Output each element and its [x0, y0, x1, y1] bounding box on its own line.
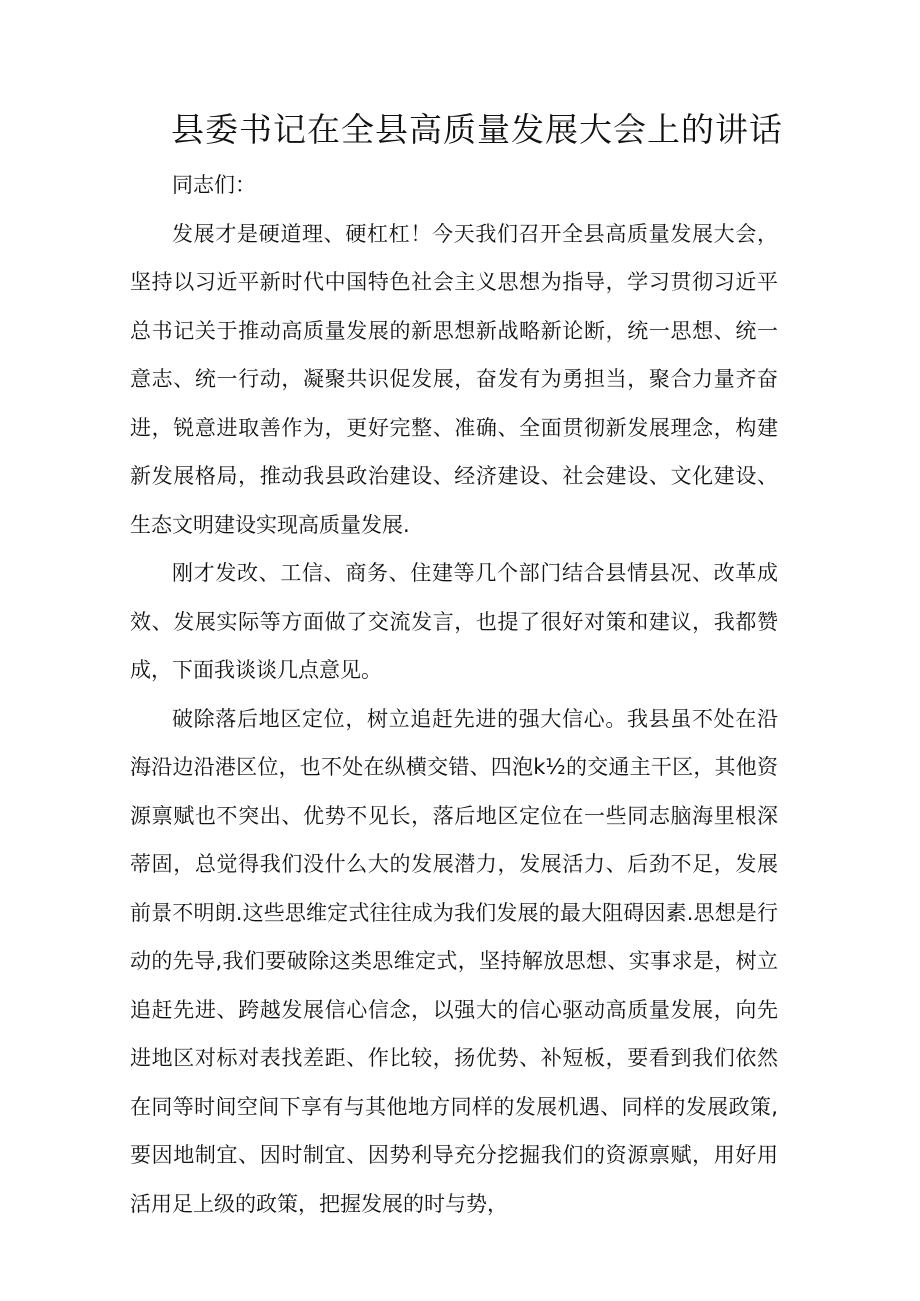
salutation: 同志们：	[172, 173, 256, 197]
document-title: 县委书记在全县高质量发展大会上的讲话	[171, 110, 783, 149]
paragraph-remarks: 刚才发改、工信、商务、住建等几个部门结合县情县况、改革成效、发展实际等方面做了交流发言，也提了很好对策和建议，我都赞成，下面我谈谈几点意见。	[130, 561, 778, 682]
paragraph-opening: 发展才是硬道理、硬杠杠！今天我们召开全县高质量发展大会，坚持以习近平新时代中国特色社会主义思想为指导，学习贯彻习近平总书记关于推动高质量发展的新思想新战略新论断，统一思想、统一意志、统一行动，凝聚共识促发展，奋发有为勇担当，聚合力量齐奋进，锐意进取善作为，更好完整、准确、全面贯彻新发展理念，构建新发展格局，推动我县政治建设、经济建设、社会建设、文化建设、生态文明建设实现高质量发展.	[130, 221, 778, 537]
document-body	[130, 161, 778, 1228]
paragraph-confidence: 破除落后地区定位，树立追赶先进的强大信心。我县虽不处在沿海沿边沿港区位，也不处在纵横交错、四泡k½的交通主干区，其他资源禀赋也不突出、优势不见长，落后地区定位在一些同志脑海里根深蒂固，总觉得我们没什么大的发展潜力，发展活力、后劲不足，发展前景不明朗.这些思维定式往往成为我们发展的最大阻碍因素.思想是行动的先导,我们要破除这类思维定式，坚持解放思想、实事求是，树立追赶先进、跨越发展信心信念，以强大的信心驱动高质量发展，向先进地区对标对表找差距、作比较，扬优势、补短板，要看到我们依然在同等时间空间下享有与其他地方同样的发展机遇、同样的发展政策,要因地制宜、因时制宜、因势利导充分挖掘我们的资源禀赋，用好用活用足上级的政策，把握发展的时与势，	[130, 706, 778, 1216]
